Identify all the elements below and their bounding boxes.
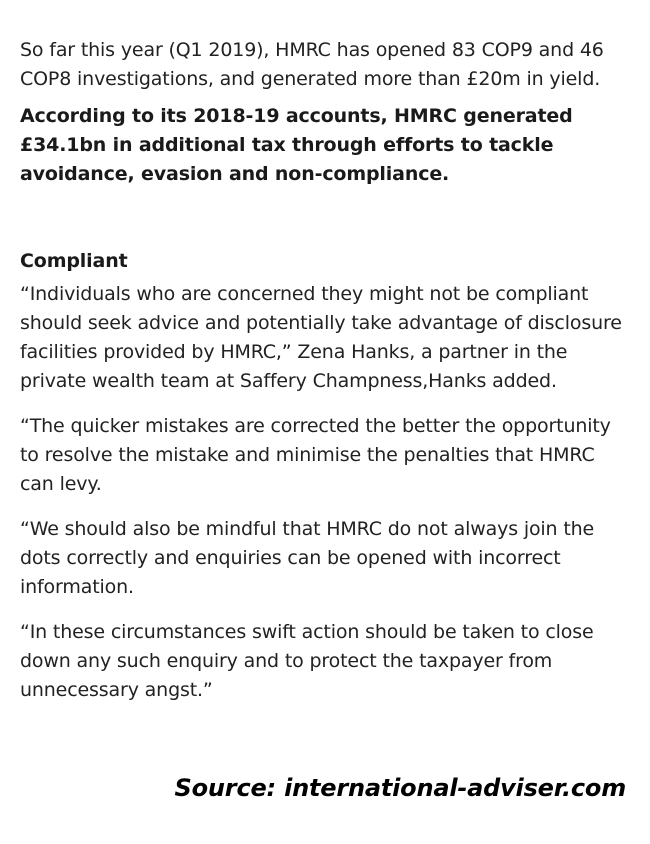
quote-paragraph: “Individuals who are concerned they might not be compliant should seek advice and potentially take advantage of disclosure facilities provided by HMRC,” Zena Hanks, a partner in the private wealth team at Saffery Champness,Hanks added. <box>20 283 622 392</box>
paragraph-investigations: So far this year (Q1 2019), HMRC has opened 83 COP9 and 46 COP8 investigations, and generated more than £20m in yield. <box>20 39 604 90</box>
paragraph-accounts: According to its 2018-19 accounts, HMRC generated £34.1bn in additional tax through efforts to tackle avoidance, evasion and non-compliance. <box>20 105 573 185</box>
source-attribution: Source: international-adviser.com <box>174 774 626 802</box>
article-body <box>20 36 632 705</box>
quote-paragraph: “The quicker mistakes are corrected the better the opportunity to resolve the mistake and minimise the penalties that HMRC can levy. <box>20 415 611 495</box>
quote-paragraph: “We should also be mindful that HMRC do not always join the dots correctly and enquiries can be opened with incorrect information. <box>20 518 595 598</box>
section-heading: Compliant <box>20 250 128 272</box>
quote-paragraph: “In these circumstances swift action should be taken to close down any such enquiry and to protect the taxpayer from unnecessary angst.” <box>20 621 594 701</box>
